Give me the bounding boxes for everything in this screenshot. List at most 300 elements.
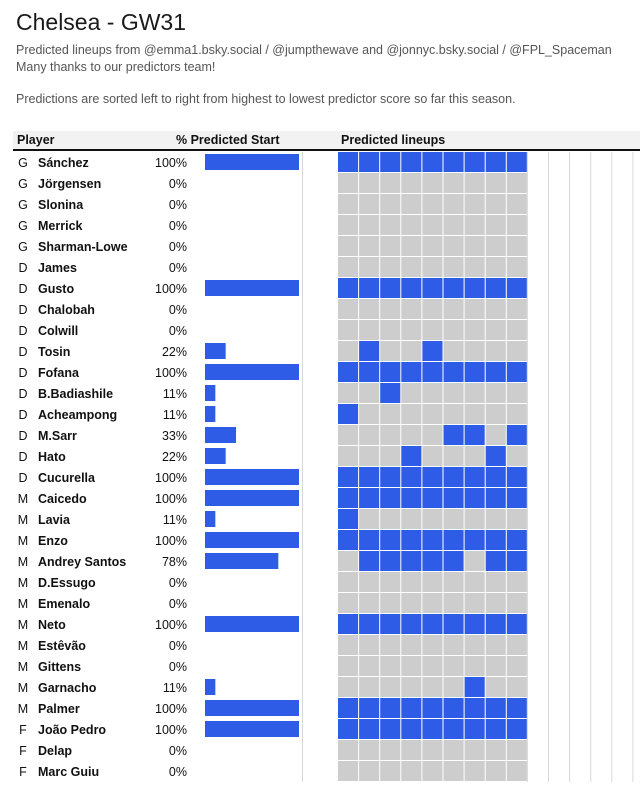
pct-bar [205,553,278,569]
empty-cell [528,656,548,676]
empty-cell [549,425,569,445]
not-predicted-cell [380,635,400,655]
predicted-cell [401,467,421,487]
predicted-cell [486,614,506,634]
predicted-cell [444,362,464,382]
empty-cell [549,236,569,256]
predicted-cell [338,698,358,718]
predicted-cell [359,530,379,550]
empty-cell [549,656,569,676]
pct-bar [205,448,226,464]
position-label: M [17,639,29,653]
empty-cell [549,740,569,760]
empty-cell [612,362,632,382]
empty-cell [612,152,632,172]
not-predicted-cell [444,593,464,613]
not-predicted-cell [422,173,442,193]
column-header-lineups: Predicted lineups [341,133,446,147]
player-name: João Pedro [38,723,107,737]
page-title: Chelsea - GW31 [16,9,187,35]
empty-cell [549,530,569,550]
not-predicted-cell [422,635,442,655]
not-predicted-cell [486,509,506,529]
empty-cell [549,257,569,277]
position-label: D [18,282,28,296]
not-predicted-cell [422,215,442,235]
empty-cell [528,383,548,403]
predicted-cell [507,488,527,508]
predicted-cell [401,488,421,508]
empty-cell [591,740,611,760]
empty-cell [591,383,611,403]
not-predicted-cell [338,656,358,676]
position-label: M [17,618,29,632]
empty-cell [549,383,569,403]
empty-cell [612,446,632,466]
empty-cell [612,278,632,298]
pct-bar [205,616,299,632]
predicted-cell [359,152,379,172]
not-predicted-cell [422,257,442,277]
position-label: G [18,240,28,254]
predicted-cell [444,551,464,571]
pct-label: 78% [161,555,187,569]
player-name: Palmer [38,702,80,716]
position-label: G [18,156,28,170]
empty-cell [591,362,611,382]
not-predicted-cell [380,740,400,760]
predicted-cell [465,152,485,172]
not-predicted-cell [465,404,485,424]
not-predicted-cell [359,173,379,193]
not-predicted-cell [401,425,421,445]
not-predicted-cell [507,341,527,361]
predicted-cell [422,341,442,361]
predicted-cell [380,719,400,739]
position-label: M [17,513,29,527]
predicted-cell [359,551,379,571]
not-predicted-cell [380,446,400,466]
not-predicted-cell [444,509,464,529]
not-predicted-cell [444,740,464,760]
predicted-cell [401,362,421,382]
pct-bar [205,280,299,296]
predicted-cell [507,551,527,571]
not-predicted-cell [486,257,506,277]
not-predicted-cell [465,551,485,571]
not-predicted-cell [380,194,400,214]
empty-cell [528,257,548,277]
not-predicted-cell [486,740,506,760]
empty-cell [549,677,569,697]
not-predicted-cell [507,509,527,529]
not-predicted-cell [465,215,485,235]
pct-bar [205,364,299,380]
empty-cell [570,551,590,571]
empty-cell [528,467,548,487]
empty-cell [549,698,569,718]
pct-bar [205,511,215,527]
empty-cell [612,404,632,424]
predicted-cell [507,698,527,718]
pct-bar [205,700,299,716]
empty-cell [591,152,611,172]
empty-cell [612,761,632,781]
subtitle-credits: Predicted lineups from @emma1.bsky.social / @jumpthewave and @jonnyc.bsky.social / @FPL_Spaceman [16,43,612,57]
empty-cell [528,614,548,634]
empty-cell [570,740,590,760]
predicted-cell [401,152,421,172]
player-name: Enzo [38,534,68,548]
not-predicted-cell [444,383,464,403]
not-predicted-cell [486,593,506,613]
not-predicted-cell [486,383,506,403]
not-predicted-cell [401,509,421,529]
empty-cell [570,656,590,676]
position-label: M [17,681,29,695]
not-predicted-cell [486,173,506,193]
player-name: Garnacho [38,681,97,695]
not-predicted-cell [401,572,421,592]
predicted-cell [422,530,442,550]
empty-cell [528,215,548,235]
pct-label: 0% [168,261,187,275]
empty-cell [591,593,611,613]
empty-cell [612,509,632,529]
not-predicted-cell [359,446,379,466]
not-predicted-cell [338,572,358,592]
not-predicted-cell [486,677,506,697]
empty-cell [570,236,590,256]
predicted-cell [338,467,358,487]
empty-cell [549,635,569,655]
player-name: B.Badiashile [38,387,114,401]
empty-cell [549,446,569,466]
predicted-cell [359,467,379,487]
not-predicted-cell [444,236,464,256]
predicted-cell [380,383,400,403]
not-predicted-cell [444,404,464,424]
empty-cell [528,698,548,718]
empty-cell [612,551,632,571]
player-name: Sánchez [38,156,89,170]
not-predicted-cell [380,761,400,781]
empty-cell [549,404,569,424]
predicted-cell [444,425,464,445]
empty-cell [549,320,569,340]
player-name: Hato [38,450,66,464]
player-name: M.Sarr [38,429,77,443]
predicted-cell [422,698,442,718]
predicted-cell [380,278,400,298]
empty-cell [570,530,590,550]
empty-cell [612,572,632,592]
position-label: D [18,429,28,443]
not-predicted-cell [359,236,379,256]
player-name: Tosin [38,345,71,359]
predicted-cell [486,467,506,487]
pct-label: 11% [162,513,187,527]
not-predicted-cell [507,740,527,760]
empty-cell [591,551,611,571]
not-predicted-cell [380,677,400,697]
not-predicted-cell [422,572,442,592]
pct-label: 100% [155,723,187,737]
predicted-cell [444,719,464,739]
empty-cell [549,614,569,634]
not-predicted-cell [380,656,400,676]
not-predicted-cell [359,320,379,340]
empty-cell [549,509,569,529]
empty-cell [528,341,548,361]
not-predicted-cell [380,341,400,361]
not-predicted-cell [465,635,485,655]
predicted-cell [359,362,379,382]
empty-cell [549,299,569,319]
empty-cell [612,530,632,550]
not-predicted-cell [444,677,464,697]
player-name: Acheampong [38,408,118,422]
predicted-cell [486,530,506,550]
pct-label: 0% [168,660,187,674]
empty-cell [549,152,569,172]
not-predicted-cell [401,383,421,403]
not-predicted-cell [444,215,464,235]
not-predicted-cell [359,509,379,529]
empty-cell [570,173,590,193]
predicted-cell [465,614,485,634]
predicted-cell [444,152,464,172]
predicted-cell [380,698,400,718]
player-name: Jörgensen [38,177,102,191]
not-predicted-cell [338,677,358,697]
empty-cell [528,719,548,739]
not-predicted-cell [401,656,421,676]
empty-cell [612,194,632,214]
not-predicted-cell [359,215,379,235]
not-predicted-cell [444,299,464,319]
empty-cell [528,362,548,382]
not-predicted-cell [486,761,506,781]
empty-cell [528,194,548,214]
predicted-cell [338,719,358,739]
column-header-player: Player [17,133,55,147]
predicted-cell [465,467,485,487]
not-predicted-cell [359,572,379,592]
predicted-cell [380,362,400,382]
empty-cell [612,215,632,235]
predicted-cell [507,530,527,550]
empty-cell [570,488,590,508]
player-name: James [38,261,77,275]
pct-label: 0% [168,765,187,779]
predicted-cell [359,278,379,298]
not-predicted-cell [465,236,485,256]
not-predicted-cell [401,635,421,655]
predicted-cell [465,719,485,739]
pct-label: 0% [168,324,187,338]
empty-cell [570,383,590,403]
not-predicted-cell [422,383,442,403]
predicted-cell [486,152,506,172]
empty-cell [549,719,569,739]
empty-cell [570,761,590,781]
not-predicted-cell [444,446,464,466]
empty-cell [570,467,590,487]
empty-cell [591,572,611,592]
not-predicted-cell [465,761,485,781]
not-predicted-cell [401,194,421,214]
empty-cell [528,173,548,193]
player-name: Fofana [38,366,79,380]
not-predicted-cell [507,761,527,781]
not-predicted-cell [380,299,400,319]
predicted-cell [444,614,464,634]
player-name: Slonina [38,198,84,212]
not-predicted-cell [465,383,485,403]
pct-label: 0% [168,198,187,212]
empty-cell [570,593,590,613]
not-predicted-cell [359,299,379,319]
not-predicted-cell [401,740,421,760]
empty-cell [549,572,569,592]
player-name: Lavia [38,513,70,527]
predicted-cell [444,467,464,487]
not-predicted-cell [444,320,464,340]
predicted-cell [359,614,379,634]
empty-cell [591,635,611,655]
subtitle-thanks: Many thanks to our predictors team! [16,60,216,74]
empty-cell [612,677,632,697]
empty-cell [570,719,590,739]
position-label: D [18,261,28,275]
empty-cell [549,278,569,298]
not-predicted-cell [465,173,485,193]
predicted-cell [486,551,506,571]
not-predicted-cell [422,320,442,340]
predicted-cell [359,341,379,361]
predicted-cell [465,698,485,718]
not-predicted-cell [338,446,358,466]
empty-cell [570,446,590,466]
column-header-pct: % Predicted Start [176,133,280,147]
not-predicted-cell [359,656,379,676]
not-predicted-cell [465,446,485,466]
player-name: Chalobah [38,303,95,317]
predicted-cell [422,719,442,739]
empty-cell [528,446,548,466]
not-predicted-cell [486,320,506,340]
predicted-cell [486,362,506,382]
position-label: G [18,177,28,191]
not-predicted-cell [338,215,358,235]
not-predicted-cell [338,383,358,403]
not-predicted-cell [338,173,358,193]
predicted-cell [401,614,421,634]
not-predicted-cell [359,740,379,760]
predicted-cell [507,278,527,298]
predicted-cell [465,362,485,382]
empty-cell [528,236,548,256]
player-name: Merrick [38,219,83,233]
not-predicted-cell [359,404,379,424]
empty-cell [591,341,611,361]
predicted-cell [507,362,527,382]
not-predicted-cell [422,593,442,613]
not-predicted-cell [401,404,421,424]
not-predicted-cell [380,425,400,445]
not-predicted-cell [338,257,358,277]
empty-cell [528,320,548,340]
not-predicted-cell [401,320,421,340]
predicted-cell [359,698,379,718]
not-predicted-cell [507,215,527,235]
pct-bar [205,406,215,422]
not-predicted-cell [422,446,442,466]
not-predicted-cell [338,593,358,613]
position-label: M [17,660,29,674]
predicted-cell [507,614,527,634]
player-name: Andrey Santos [38,555,127,569]
player-name: Neto [38,618,66,632]
position-label: F [19,744,27,758]
not-predicted-cell [507,194,527,214]
predicted-cell [507,467,527,487]
predicted-cell [422,614,442,634]
not-predicted-cell [465,740,485,760]
empty-cell [528,530,548,550]
not-predicted-cell [507,383,527,403]
empty-cell [612,698,632,718]
empty-cell [549,467,569,487]
not-predicted-cell [465,341,485,361]
predicted-cell [486,488,506,508]
empty-cell [591,404,611,424]
empty-cell [570,215,590,235]
empty-cell [528,593,548,613]
not-predicted-cell [486,404,506,424]
empty-cell [528,509,548,529]
empty-cell [570,635,590,655]
not-predicted-cell [444,257,464,277]
not-predicted-cell [359,257,379,277]
pct-bar [205,679,215,695]
not-predicted-cell [380,173,400,193]
predicted-cell [444,698,464,718]
empty-cell [612,635,632,655]
player-name: Caicedo [38,492,87,506]
not-predicted-cell [422,299,442,319]
player-name: Gittens [38,660,82,674]
predicted-cell [359,488,379,508]
not-predicted-cell [359,383,379,403]
position-label: G [18,219,28,233]
pct-bar [205,532,299,548]
not-predicted-cell [422,509,442,529]
empty-cell [570,698,590,718]
predicted-cell [338,362,358,382]
not-predicted-cell [380,236,400,256]
predicted-cell [486,698,506,718]
empty-cell [591,677,611,697]
not-predicted-cell [465,194,485,214]
not-predicted-cell [380,404,400,424]
empty-cell [549,215,569,235]
pct-label: 100% [155,534,187,548]
empty-cell [528,299,548,319]
empty-cell [570,152,590,172]
position-label: F [19,723,27,737]
